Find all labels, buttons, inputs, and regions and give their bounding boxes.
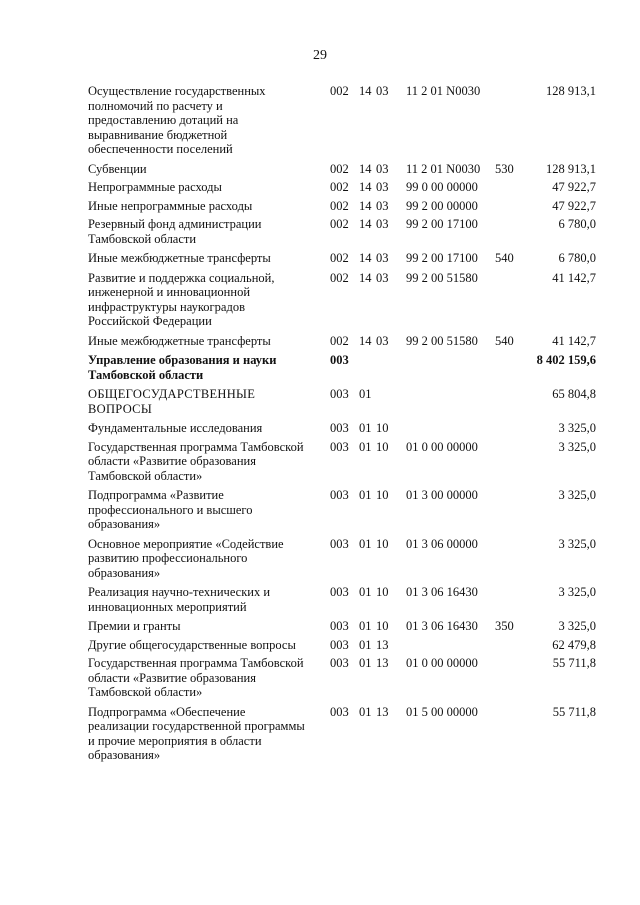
row-name: Иные межбюджетные трансферты <box>88 333 271 348</box>
row-name: Подпрограмма «Обеспечение реализации государственной программы и прочие мероприятия в области образования» <box>88 704 305 762</box>
row-name: Реализация научно-технических и инновационных мероприятий <box>88 585 271 614</box>
row-subsection-code: 03 <box>376 333 389 348</box>
row-section-code: 14 <box>359 270 372 285</box>
row-expense-type-code: 530 <box>495 161 514 176</box>
table-row <box>0 619 640 634</box>
row-ved-code: 003 <box>330 488 349 502</box>
row-section-code: 14 <box>359 217 372 231</box>
row-subsection-code: 03 <box>376 84 389 98</box>
row-subsection-code: 10 <box>376 536 389 551</box>
row-target-code: 01 0 00 00000 <box>406 439 478 454</box>
row-name: Иные межбюджетные трансферты <box>88 251 271 265</box>
row-subsection-code: 03 <box>376 270 389 285</box>
table-row <box>0 387 640 416</box>
row-name: Субвенции <box>88 161 147 176</box>
row-ved-code: 003 <box>330 421 349 435</box>
row-amount: 3 325,0 <box>558 536 596 551</box>
row-amount: 3 325,0 <box>558 421 596 435</box>
row-amount: 55 711,8 <box>552 656 596 670</box>
row-ved-code: 003 <box>330 439 349 454</box>
table-row <box>0 440 640 484</box>
row-amount: 6 780,0 <box>558 217 596 231</box>
row-ved-code: 003 <box>330 656 349 670</box>
row-section-code: 01 <box>359 656 372 670</box>
row-subsection-code: 10 <box>376 585 389 599</box>
row-section-code: 01 <box>359 585 372 599</box>
row-ved-code: 002 <box>330 198 349 213</box>
row-section-code: 14 <box>359 161 372 176</box>
row-section-code: 14 <box>359 84 372 98</box>
row-amount: 47 922,7 <box>552 180 596 194</box>
row-name: Другие общегосударственные вопросы <box>88 637 296 652</box>
row-target-code: 99 2 00 00000 <box>406 198 478 213</box>
row-amount: 65 804,8 <box>552 387 596 401</box>
row-amount: 3 325,0 <box>558 585 596 599</box>
row-subsection-code: 10 <box>376 421 389 435</box>
row-section-code: 14 <box>359 198 372 213</box>
row-subsection-code: 13 <box>376 637 389 652</box>
row-target-code: 01 3 06 00000 <box>406 536 478 551</box>
row-section-code: 01 <box>359 704 372 719</box>
row-target-code: 99 2 00 51580 <box>406 270 478 285</box>
row-name: Государственная программа Тамбовской области «Развитие образования Тамбовской области» <box>88 656 304 699</box>
row-name: Фундаментальные исследования <box>88 421 263 435</box>
row-ved-code: 003 <box>330 704 349 719</box>
table-row <box>0 162 640 177</box>
row-amount: 41 142,7 <box>552 270 596 285</box>
table-row <box>0 334 640 349</box>
row-ved-code: 003 <box>330 637 349 652</box>
row-ved-code: 002 <box>330 217 349 231</box>
row-subsection-code: 10 <box>376 439 389 454</box>
row-expense-type-code: 540 <box>495 251 514 265</box>
table-row <box>0 638 640 653</box>
row-subsection-code: 10 <box>376 619 389 633</box>
row-expense-type-code: 540 <box>495 333 514 348</box>
row-target-code: 01 3 00 00000 <box>406 488 478 502</box>
table-row <box>0 705 640 763</box>
table-row <box>0 537 640 581</box>
row-name: Осуществление государственных полномочий по расчету и предоставлению дотаций на выравнивание бюджетной обеспеченности поселений <box>88 84 266 156</box>
row-name: Подпрограмма «Развитие профессионального и высшего образования» <box>88 488 253 531</box>
table-row <box>0 84 640 157</box>
row-target-code: 99 0 00 00000 <box>406 180 478 194</box>
table-row <box>0 251 640 266</box>
row-section-code: 14 <box>359 251 372 265</box>
row-ved-code: 002 <box>330 84 349 98</box>
row-amount: 8 402 159,6 <box>536 353 596 367</box>
row-amount: 55 711,8 <box>552 704 596 719</box>
row-target-code: 01 3 06 16430 <box>406 585 478 599</box>
row-name: Управление образования и науки Тамбовской области <box>88 353 277 382</box>
row-subsection-code: 03 <box>376 180 389 194</box>
row-amount: 3 325,0 <box>558 439 596 454</box>
row-section-code: 01 <box>359 488 372 502</box>
table-row <box>0 199 640 214</box>
table-row <box>0 656 640 700</box>
row-target-code: 01 0 00 00000 <box>406 656 478 670</box>
page-number: 29 <box>313 48 327 63</box>
row-name: Иные непрограммные расходы <box>88 198 253 213</box>
row-amount: 3 325,0 <box>558 619 596 633</box>
row-target-code: 01 5 00 00000 <box>406 704 478 719</box>
row-subsection-code: 03 <box>376 198 389 213</box>
row-section-code: 01 <box>359 637 372 652</box>
row-section-code: 14 <box>359 180 372 194</box>
table-row <box>0 217 640 246</box>
row-ved-code: 002 <box>330 161 349 176</box>
row-subsection-code: 13 <box>376 656 389 670</box>
row-name: Развитие и поддержка социальной, инженерной и инновационной инфраструктуры наукоградов Российской Федерации <box>88 270 275 328</box>
table-row <box>0 180 640 195</box>
row-ved-code: 002 <box>330 251 349 265</box>
row-target-code: 11 2 01 N0030 <box>406 84 481 98</box>
row-target-code: 99 2 00 17100 <box>406 251 478 265</box>
row-name: Непрограммные расходы <box>88 180 222 194</box>
table-row <box>0 421 640 436</box>
row-expense-type-code: 350 <box>495 619 514 633</box>
budget-table <box>0 84 640 768</box>
row-section-code: 01 <box>359 619 372 633</box>
row-target-code: 11 2 01 N0030 <box>406 161 481 176</box>
table-row <box>0 585 640 614</box>
table-row <box>0 353 640 382</box>
row-ved-code: 003 <box>330 387 349 401</box>
row-ved-code: 002 <box>330 333 349 348</box>
table-row <box>0 271 640 329</box>
row-section-code: 01 <box>359 387 372 401</box>
row-section-code: 14 <box>359 333 372 348</box>
row-ved-code: 002 <box>330 270 349 285</box>
row-name: Резервный фонд администрации Тамбовской области <box>88 217 262 246</box>
row-amount: 41 142,7 <box>552 333 596 348</box>
row-subsection-code: 03 <box>376 251 389 265</box>
row-section-code: 01 <box>359 439 372 454</box>
row-ved-code: 003 <box>330 536 349 551</box>
row-target-code: 99 2 00 17100 <box>406 217 478 231</box>
row-subsection-code: 03 <box>376 161 389 176</box>
table-row <box>0 488 640 532</box>
row-ved-code: 003 <box>330 619 349 633</box>
row-ved-code: 002 <box>330 180 349 194</box>
row-amount: 6 780,0 <box>558 251 596 265</box>
row-name: Государственная программа Тамбовской области «Развитие образования Тамбовской области» <box>88 439 304 483</box>
row-amount: 47 922,7 <box>552 198 596 213</box>
row-name: Премии и гранты <box>88 619 181 633</box>
row-subsection-code: 10 <box>376 488 389 502</box>
row-amount: 128 913,1 <box>546 84 596 98</box>
row-section-code: 01 <box>359 421 372 435</box>
row-target-code: 01 3 06 16430 <box>406 619 478 633</box>
row-name: Основное мероприятие «Содействие развитию профессионального образования» <box>88 536 284 580</box>
row-amount: 128 913,1 <box>546 161 596 176</box>
row-target-code: 99 2 00 51580 <box>406 333 478 348</box>
row-amount: 62 479,8 <box>552 637 596 652</box>
row-subsection-code: 03 <box>376 217 389 231</box>
row-amount: 3 325,0 <box>558 488 596 502</box>
row-subsection-code: 13 <box>376 704 389 719</box>
row-ved-code: 003 <box>330 353 349 367</box>
row-ved-code: 003 <box>330 585 349 599</box>
row-section-code: 01 <box>359 536 372 551</box>
row-name: ОБЩЕГОСУДАРСТВЕННЫЕ ВОПРОСЫ <box>88 387 256 416</box>
